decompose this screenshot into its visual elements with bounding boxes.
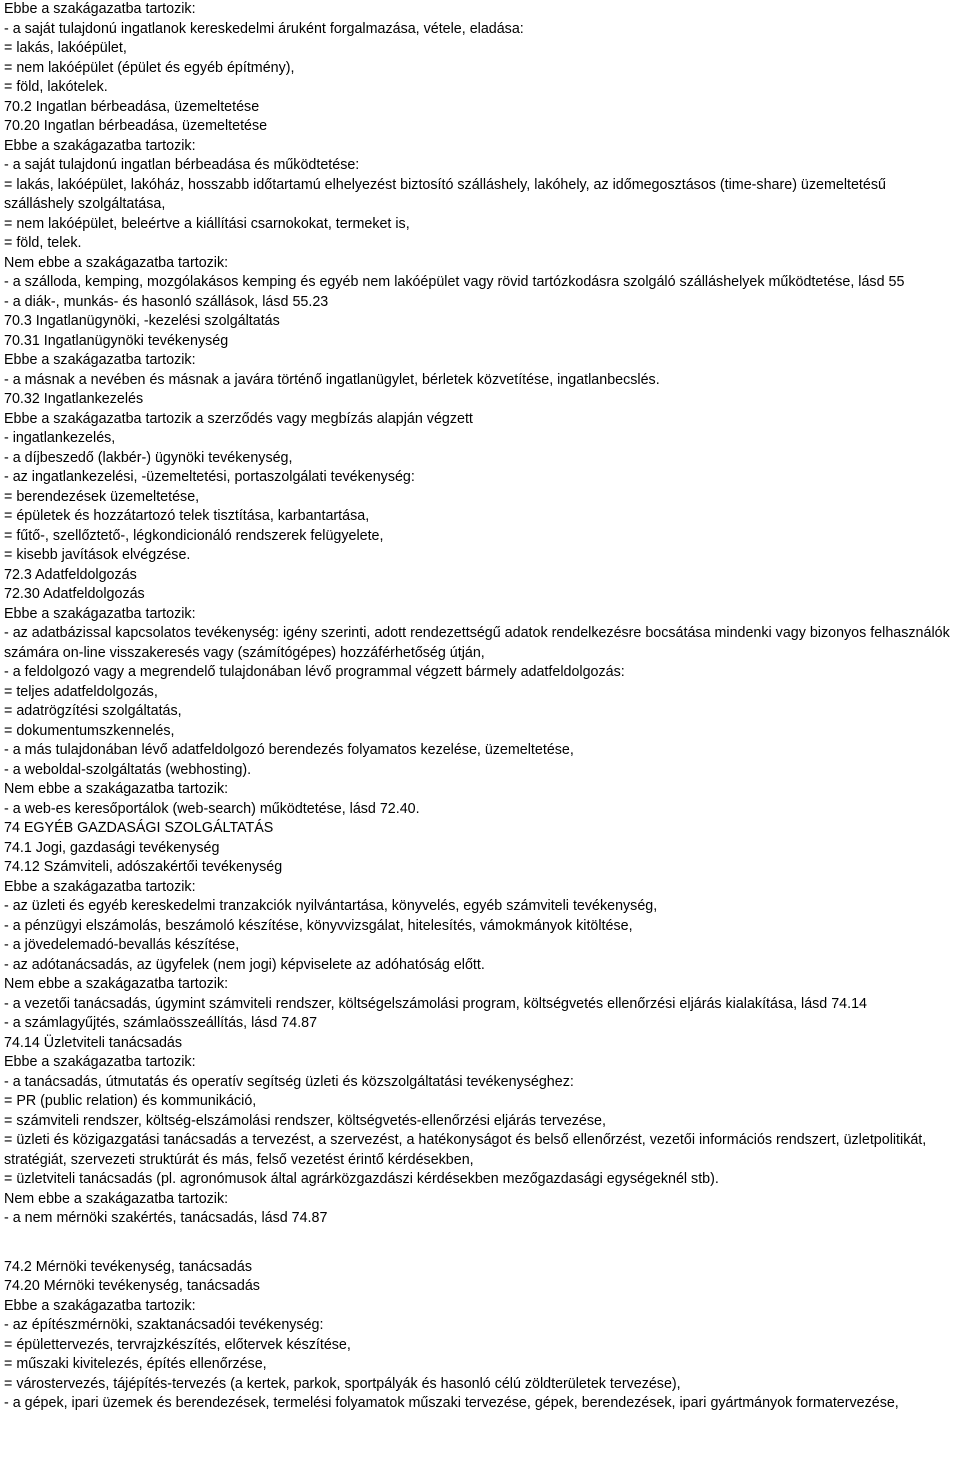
text-line: = föld, telek. bbox=[4, 235, 82, 251]
text-line: = műszaki kivitelezés, építés ellenőrzése, bbox=[4, 1356, 267, 1372]
text-line: 70.20 Ingatlan bérbeadása, üzemeltetése bbox=[4, 118, 268, 134]
text-line: - a feldolgozó vagy a megrendelő tulajdonában lévő programmal végzett bármely adatfeldolgozás: bbox=[4, 664, 625, 680]
text-line: - a számlagyűjtés, számlaösszeállítás, lásd 74.87 bbox=[4, 1015, 318, 1031]
text-line: 74.12 Számviteli, adószakértői tevékenység bbox=[4, 859, 283, 875]
text-line: 72.30 Adatfeldolgozás bbox=[4, 586, 145, 602]
text-line: = fűtő-, szellőztető-, légkondicionáló rendszerek felügyelete, bbox=[4, 527, 384, 544]
text-line: - a tanácsadás, útmutatás és operatív segítség üzleti és közszolgáltatási tevékenységhez: bbox=[4, 1073, 574, 1090]
text-line: Ebbe a szakágazatba tartozik: bbox=[4, 1054, 196, 1070]
text-line: - a díjbeszedő (lakbér-) ügynöki tevékenység, bbox=[4, 449, 293, 466]
text-line: Nem ebbe a szakágazatba tartozik: bbox=[4, 1190, 229, 1207]
text-line: = üzleti és közigazgatási tanácsadás a tervezést, a szervezést, a hatékonyságot és belső ellenőrzést, vezetői információs rendszert, üzletpolitikát, stratégiát, szervezeti struktúrát és más, felső vezetést érintő kérdésekben, bbox=[4, 1132, 927, 1168]
text-line: - az adótanácsadás, az ügyfelek (nem jogi) képviselete az adóhatóság előtt. bbox=[4, 956, 485, 973]
text-line: - a más tulajdonában lévő adatfeldolgozó berendezés folyamatos kezelése, üzemeltetése, bbox=[4, 742, 574, 758]
paragraph-gap bbox=[4, 1229, 956, 1258]
text-line: - a saját tulajdonú ingatlanok kereskedelmi áruként forgalmazása, vétele, eladása: bbox=[4, 20, 524, 37]
text-line: 72.3 Adatfeldolgozás bbox=[4, 566, 137, 583]
text-line: - a weboldal-szolgáltatás (webhosting). bbox=[4, 761, 252, 778]
text-line: - az adatbázissal kapcsolatos tevékenység: igény szerinti, adott rendezettségű adatok rendelkezésre bocsátása mindenki vagy bizonyos felhasználók számára on-line visszakeresés vagy (számítógépes) hozzáférhetőség útján, bbox=[4, 625, 950, 661]
text-line: = épületek és hozzátartozó telek tisztítása, karbantartása, bbox=[4, 508, 370, 524]
text-line: - a jövedelemadó-bevallás készítése, bbox=[4, 937, 240, 953]
text-line: = számviteli rendszer, költség-elszámolási rendszer, költségvetés-ellenőrzési eljárás tervezése, bbox=[4, 1112, 606, 1129]
text-line: = teljes adatfeldolgozás, bbox=[4, 683, 158, 700]
text-line: 70.2 Ingatlan bérbeadása, üzemeltetése bbox=[4, 98, 260, 115]
text-line: - ingatlankezelés, bbox=[4, 430, 116, 446]
text-line: 70.31 Ingatlanügynöki tevékenység bbox=[4, 332, 229, 349]
text-line: = föld, lakótelek. bbox=[4, 79, 108, 95]
text-line: = lakás, lakóépület, bbox=[4, 40, 127, 56]
text-line: Ebbe a szakágazatba tartozik a szerződés vagy megbízás alapján végzett bbox=[4, 410, 473, 427]
text-line: 70.3 Ingatlanügynöki, -kezelési szolgáltatás bbox=[4, 313, 280, 329]
text-line: = nem lakóépület (épület és egyéb építmény), bbox=[4, 59, 295, 76]
text-line: Nem ebbe a szakágazatba tartozik: bbox=[4, 254, 229, 271]
text-line: = üzletviteli tanácsadás (pl. agronómusok által agrárközgazdászi kérdésekben mezőgazdasági egységeknél stb). bbox=[4, 1171, 719, 1187]
text-line: = várostervezés, tájépítés-tervezés (a kertek, parkok, sportpályák és hasonló célú zöldterületek tervezése), bbox=[4, 1375, 681, 1392]
text-line: Ebbe a szakágazatba tartozik: bbox=[4, 137, 196, 154]
text-line: - az ingatlankezelési, -üzemeltetési, portaszolgálati tevékenység: bbox=[4, 469, 415, 485]
text-line: = PR (public relation) és kommunikáció, bbox=[4, 1093, 257, 1109]
text-line: 74.1 Jogi, gazdasági tevékenység bbox=[4, 839, 220, 856]
text-line: Ebbe a szakágazatba tartozik: bbox=[4, 1, 196, 17]
text-line: = épülettervezés, tervrajzkészítés, előtervek készítése, bbox=[4, 1336, 351, 1353]
text-line: Nem ebbe a szakágazatba tartozik: bbox=[4, 781, 229, 797]
text-line: = dokumentumszkennelés, bbox=[4, 722, 175, 739]
text-line: = lakás, lakóépület, lakóház, hosszabb időtartamú elhelyezést biztosító szálláshely, lakóhely, az időmegosztásos (time-share) üzemeltetésű szálláshely szolgáltatása, bbox=[4, 176, 886, 212]
text-line: 74.2 Mérnöki tevékenység, tanácsadás bbox=[4, 1258, 252, 1275]
text-line: 74.20 Mérnöki tevékenység, tanácsadás bbox=[4, 1278, 260, 1294]
text-line: Ebbe a szakágazatba tartozik: bbox=[4, 352, 196, 368]
text-line: 74 EGYÉB GAZDASÁGI SZOLGÁLTATÁS bbox=[4, 820, 274, 836]
text-line: - a pénzügyi elszámolás, beszámoló készítése, könyvvizsgálat, hitelesítés, vámokmányok kitöltése, bbox=[4, 917, 633, 934]
document-body bbox=[4, 0, 956, 1414]
text-line: Ebbe a szakágazatba tartozik: bbox=[4, 605, 196, 622]
text-line: - a gépek, ipari üzemek és berendezések, termelési folyamatok műszaki tervezése, gépek, berendezések, ipari gyártmányok formatervezése, bbox=[4, 1395, 899, 1411]
text-line: - a web-es keresőportálok (web-search) működtetése, lásd 72.40. bbox=[4, 800, 420, 817]
text-line: Ebbe a szakágazatba tartozik: bbox=[4, 878, 196, 895]
text-line: = nem lakóépület, beleértve a kiállítási csarnokokat, termeket is, bbox=[4, 215, 410, 232]
text-line: = berendezések üzemeltetése, bbox=[4, 488, 200, 505]
text-line: - a szálloda, kemping, mozgólakásos kemping és egyéb nem lakóépület vagy rövid tartózkodásra szolgáló szálláshelyek működtetése, lásd 55 bbox=[4, 274, 905, 290]
text-line: - az építészmérnöki, szaktanácsadói tevékenység: bbox=[4, 1317, 324, 1333]
text-line: - a vezetői tanácsadás, úgymint számviteli rendszer, költségelszámolási program, költségvetés ellenőrzési eljárás kialakítása, lásd 74.14 bbox=[4, 995, 867, 1012]
text-line: = adatrögzítési szolgáltatás, bbox=[4, 703, 182, 719]
text-line: 70.32 Ingatlankezelés bbox=[4, 391, 144, 407]
text-line: Nem ebbe a szakágazatba tartozik: bbox=[4, 976, 229, 992]
text-line: - a saját tulajdonú ingatlan bérbeadása és működtetése: bbox=[4, 157, 360, 173]
text-line: - a másnak a nevében és másnak a javára történő ingatlanügylet, bérletek közvetítése, ingatlanbecslés. bbox=[4, 371, 660, 388]
text-line: - az üzleti és egyéb kereskedelmi tranzakciók nyilvántartása, könyvelés, egyéb számviteli tevékenység, bbox=[4, 898, 658, 914]
text-line: 74.14 Üzletviteli tanácsadás bbox=[4, 1034, 183, 1051]
text-line: - a diák-, munkás- és hasonló szállások, lásd 55.23 bbox=[4, 293, 329, 310]
text-line: Ebbe a szakágazatba tartozik: bbox=[4, 1297, 196, 1314]
text-line: = kisebb javítások elvégzése. bbox=[4, 547, 191, 563]
text-line: - a nem mérnöki szakértés, tanácsadás, lásd 74.87 bbox=[4, 1210, 328, 1226]
